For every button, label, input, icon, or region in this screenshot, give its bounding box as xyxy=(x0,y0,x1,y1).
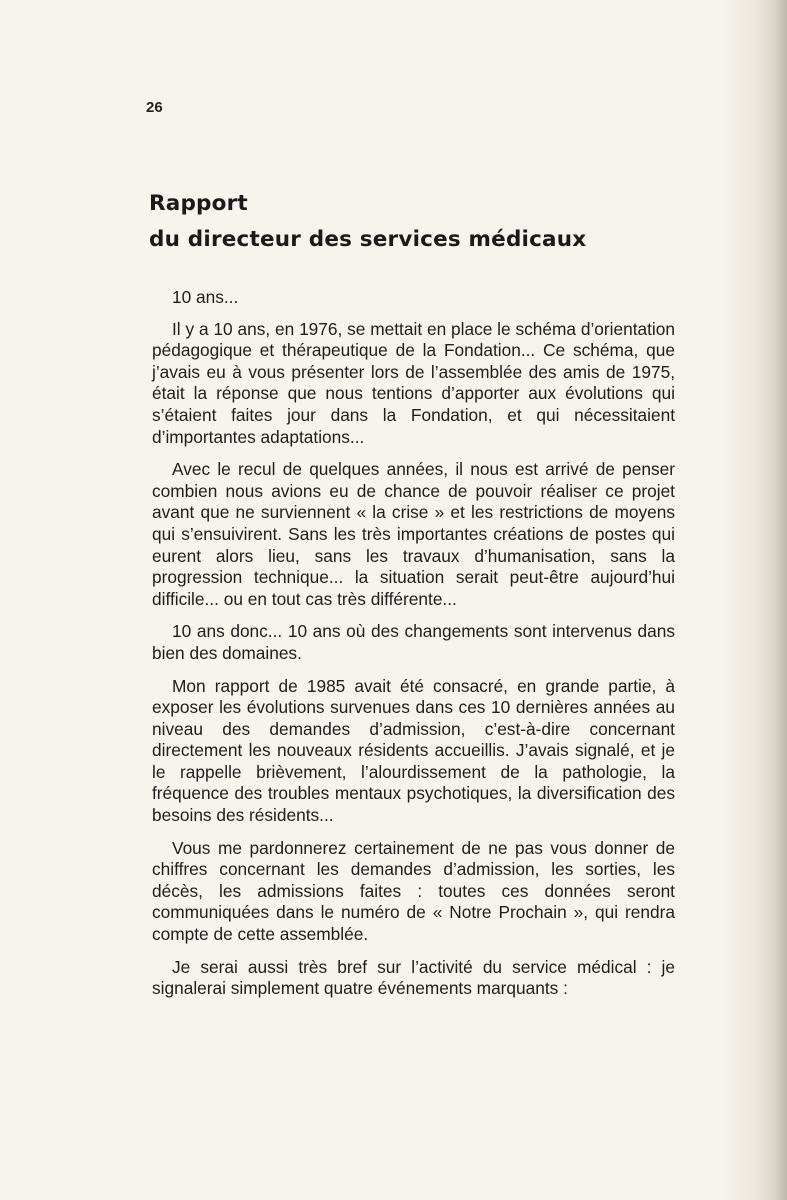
paragraph: 10 ans... xyxy=(172,287,239,307)
paragraph: Mon rapport de 1985 avait été consacré, en grande partie, à exposer les évolutions survenues dans ces 10 dernières années au niveau des demandes d’admission, c’est-à-dire concernant directement les nouveaux résidents accueillis. J’avais signalé, et je le rappelle brièvement, l’alourdissement de la pathologie, la fréquence des troubles mentaux psychotiques, la diversification des besoins des résidents... xyxy=(152,675,675,826)
paragraph: Vous me pardonnerez certainement de ne pas vous donner de chiffres concernant les demandes d’admission, les sorties, les décès, les admissions faites : toutes ces données seront communiquées dans le numéro de « Notre Prochain », qui rendra compte de cette assemblée. xyxy=(152,837,675,945)
paragraph: Je serai aussi très bref sur l’activité du service médical : je signalerai simplement quatre événements marquants : xyxy=(152,956,675,999)
report-title-line-1: Rapport xyxy=(149,191,248,216)
paragraph: Il y a 10 ans, en 1976, se mettait en place le schéma d’orientation pédagogique et thérapeutique de la Fondation... Ce schéma, que j’avais eu à vous présenter lors de l’assemblée des amis de 1975, était la réponse que nous tentions d’apporter aux évolutions qui s’étaient faites jour dans la Fondation, et qui nécessitaient d’importantes adaptations... xyxy=(152,318,675,447)
paragraph: Avec le recul de quelques années, il nous est arrivé de penser combien nous avions eu de chance de pouvoir réaliser ce projet avant que ne surviennent « la crise » et les restrictions de moyens qui s’ensuivirent. Sans les très importantes créations de postes qui eurent alors lieu, sans les travaux d’humanisation, sans la progression technique... la situation serait peut-être aujourd’hui difficile... ou en tout cas très différente... xyxy=(152,459,675,609)
page-number: 26 xyxy=(146,99,163,116)
report-body xyxy=(152,287,675,1011)
report-title xyxy=(149,186,586,258)
paragraph: 10 ans donc... 10 ans où des changements sont intervenus dans bien des domaines. xyxy=(152,621,675,663)
report-title-line-2: du directeur des services médicaux xyxy=(149,227,587,252)
